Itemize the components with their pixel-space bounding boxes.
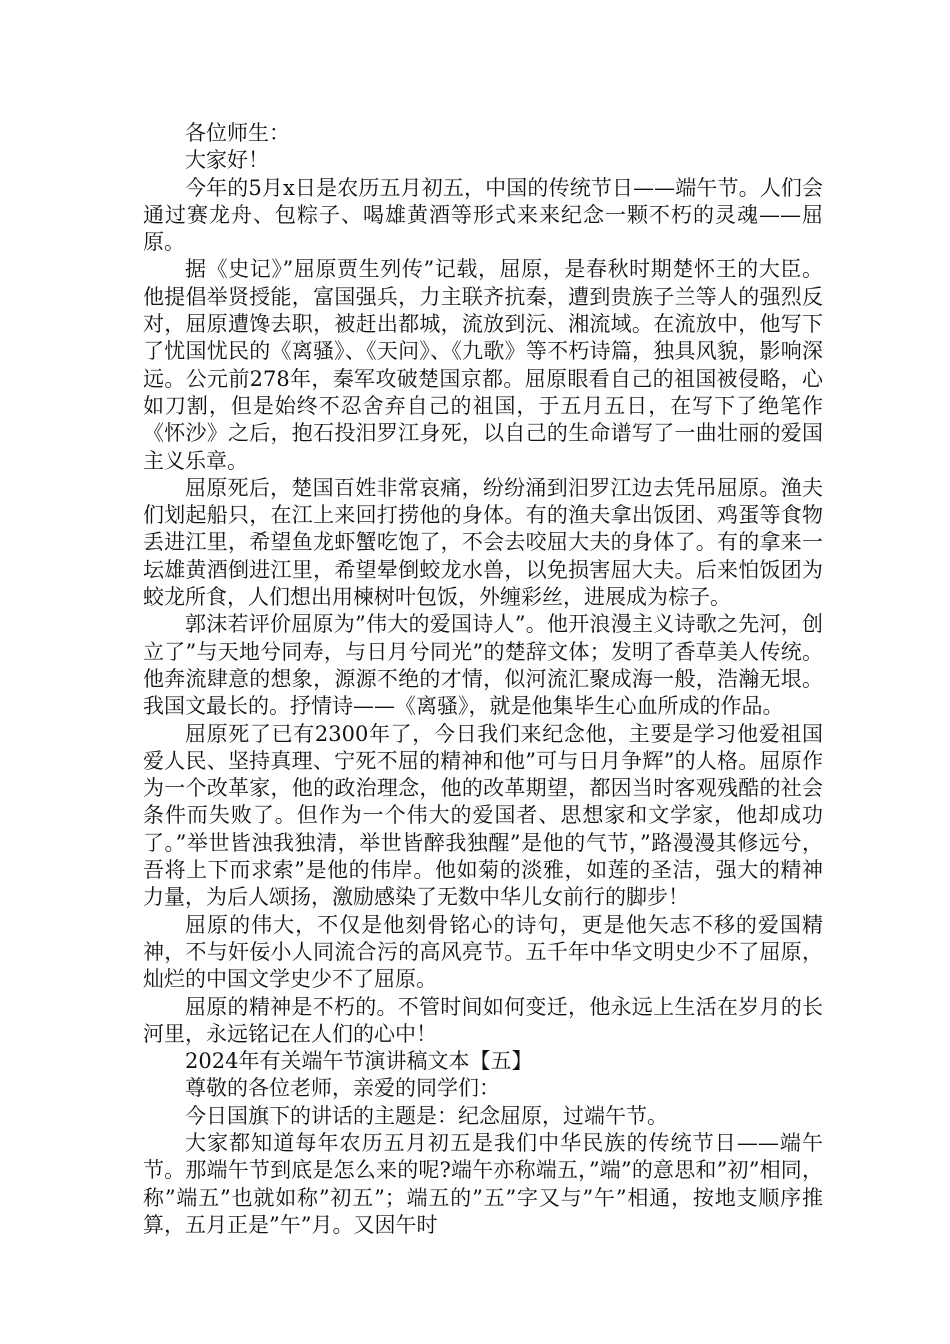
- body-paragraph: 郭沫若评价屈原为”伟大的爱国诗人”。他开浪漫主义诗歌之先河，创立了”与天地兮同寿，与日月兮同光”的楚辞文体；发明了香草美人传统。他奔流肆意的想象，源源不绝的才情，似河流汇聚成海一般，浩瀚无垠。我国文最长的。抒情诗——《离骚》，就是他集毕生心血所成的作品。: [143, 612, 823, 719]
- body-paragraph: 今日国旗下的讲话的主题是：纪念屈原，过端午节。: [185, 1103, 668, 1128]
- section-heading: 2024年有关端午节演讲稿文本【五】: [185, 1049, 533, 1074]
- body-paragraph: 今年的5月x日是农历五月初五，中国的传统节日——端午节。人们会通过赛龙舟、包粽子、喝雄黄酒等形式来来纪念一颗不朽的灵魂——屈原。: [143, 175, 823, 255]
- body-paragraph: 据《史记》”屈原贾生列传”记载，屈原，是春秋时期楚怀王的大臣。他提倡举贤授能，富国强兵，力主联齐抗秦，遭到贵族子兰等人的强烈反对，屈原遭馋去职，被赶出都城，流放到沅、湘流域。在流放中，他写下了忧国忧民的《离骚》、《天问》、《九歌》等不朽诗篇，独具风貌，影响深远。公元前278年，秦军攻破楚国京都。屈原眼看自己的祖国被侵略，心如刀割，但是始终不忍舍弃自己的祖国，于五月五日，在写下了绝笔作《怀沙》之后，抱石投汨罗江身死，以自己的生命谱写了一曲壮丽的爱国主义乐章。: [143, 257, 823, 473]
- body-paragraph: 屈原死了已有2300年了，今日我们来纪念他，主要是学习他爱祖国爱人民、坚持真理、宁死不屈的精神和他”可与日月争辉”的人格。屈原作为一个改革家，他的政治理念，他的改革期望，都因当时客观残酷的社会条件而失败了。但作为一个伟大的爱国者、思想家和文学家，他却成功了。”举世皆浊我独清，举世皆醉我独醒”是他的气节，”路漫漫其修远兮，吾将上下而求索”是他的伟岸。他如菊的淡雅，如莲的圣洁，强大的精神力量，为后人颂扬，激励感染了无数中华儿女前行的脚步！: [143, 721, 823, 910]
- body-paragraph: 屈原的伟大，不仅是他刻骨铭心的诗句，更是他矢志不移的爱国精神，不与奸佞小人同流合污的高风亮节。五千年中华文明史少不了屈原，灿烂的中国文学史少不了屈原。: [143, 912, 823, 992]
- greeting-line: 大家好！: [185, 148, 269, 173]
- greeting-line: 各位师生：: [185, 121, 290, 145]
- document-body: [143, 120, 823, 1239]
- greeting-line: 尊敬的各位老师，亲爱的同学们：: [185, 1076, 500, 1101]
- body-paragraph: 大家都知道每年农历五月初五是我们中华民族的传统节日——端午节。那端午节到底是怎么来的呢?端午亦称端五，”端”的意思和”初”相同，称”端五”也就如称”初五”；端五的”五”字又与”午”相通，按地支顺序推算，五月正是”午”月。又因午时: [143, 1130, 823, 1237]
- body-paragraph: 屈原的精神是不朽的。不管时间如何变迁，他永远上生活在岁月的长河里，永远铭记在人们的心中！: [143, 994, 823, 1046]
- body-paragraph: 屈原死后，楚国百姓非常哀痛，纷纷涌到汨罗江边去凭吊屈原。渔夫们划起船只，在江上来回打捞他的身体。有的渔夫拿出饭团、鸡蛋等食物丢进江里，希望鱼龙虾蟹吃饱了，不会去咬屈大夫的身体了。有的拿来一坛雄黄酒倒进江里，希望晕倒蛟龙水兽，以免损害屈大夫。后来怕饭团为蛟龙所食，人们想出用楝树叶包饭，外缠彩丝，进展成为棕子。: [143, 475, 823, 610]
